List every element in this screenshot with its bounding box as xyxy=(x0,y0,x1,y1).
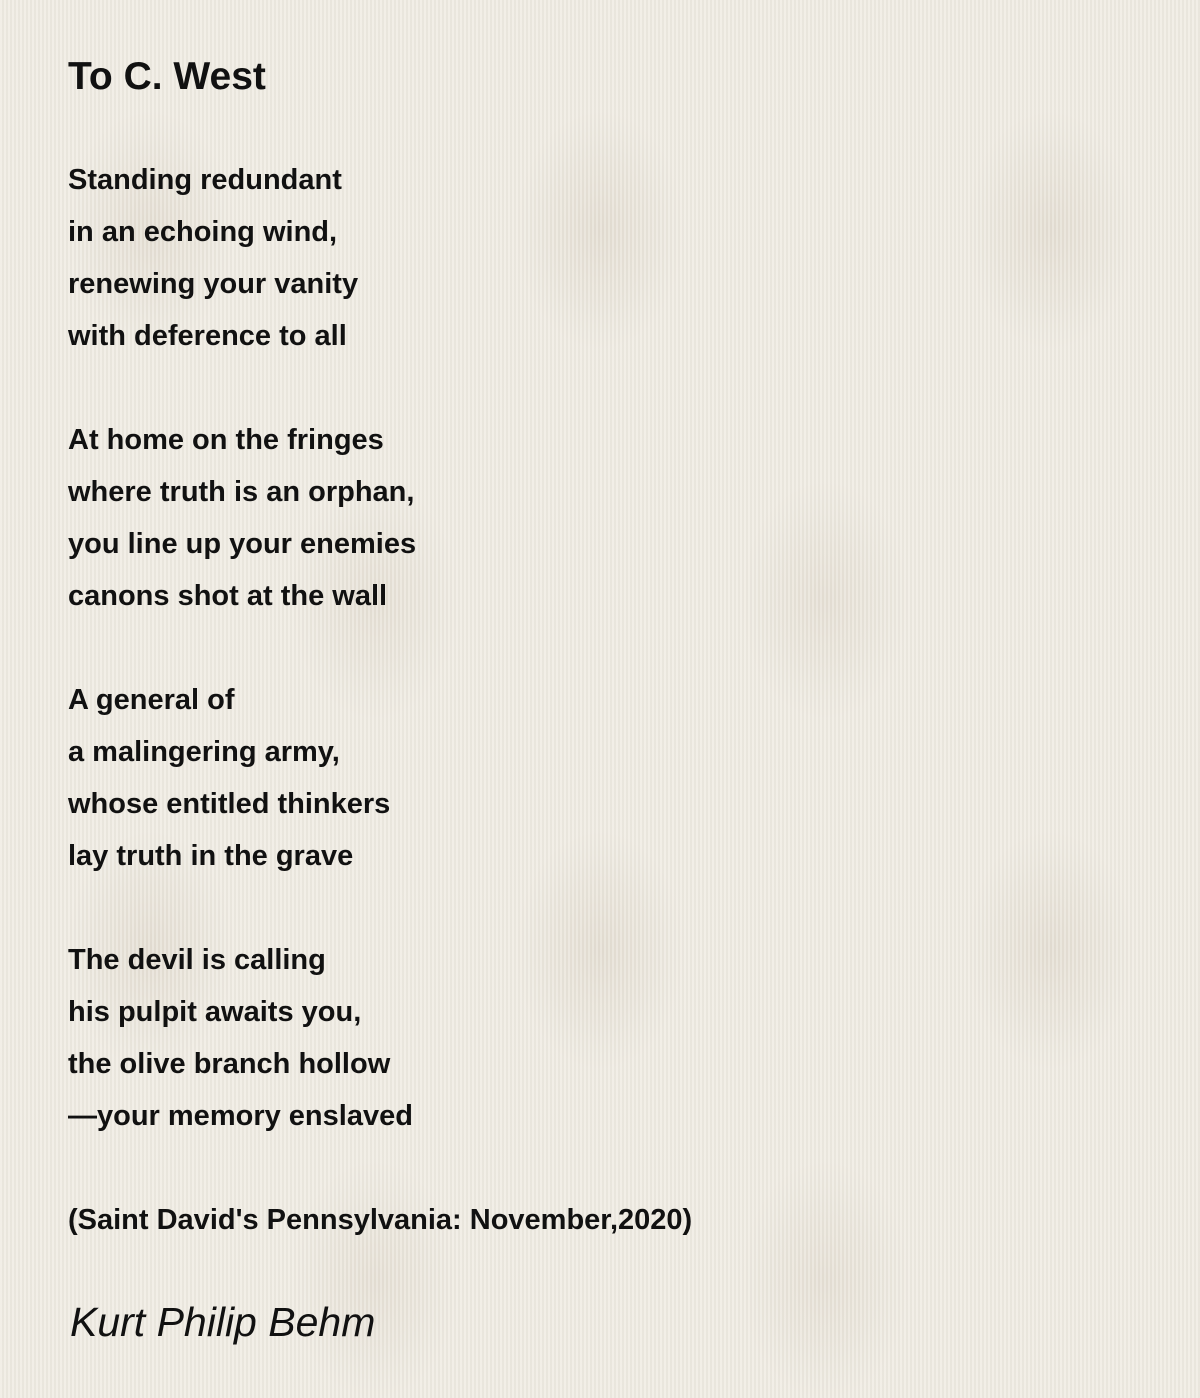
poem-line: canons shot at the wall xyxy=(68,580,388,612)
poem-body xyxy=(68,154,692,1246)
poem-line: where truth is an orphan, xyxy=(68,476,415,508)
poem-line: renewing your vanity xyxy=(68,268,359,300)
poem-line: —your memory enslaved xyxy=(68,1100,413,1132)
poem-note: (Saint David's Pennsylvania: November,2020) xyxy=(68,1204,693,1236)
poem-line: in an echoing wind, xyxy=(68,216,338,248)
poem-line: the olive branch hollow xyxy=(68,1048,391,1080)
poem-line: a malingering army, xyxy=(68,736,340,768)
poem-line: The devil is calling xyxy=(68,944,326,976)
poem-line: At home on the fringes xyxy=(68,424,384,456)
poem-author: Kurt Philip Behm xyxy=(70,1299,376,1345)
stanza-4 xyxy=(68,934,692,1142)
poem-line: Standing redundant xyxy=(68,164,342,196)
poem-line: lay truth in the grave xyxy=(68,840,354,872)
stanza-3 xyxy=(68,674,692,882)
poem-line: A general of xyxy=(68,684,235,716)
stanza-2 xyxy=(68,414,692,622)
poem-line: you line up your enemies xyxy=(68,528,417,560)
stanza-1 xyxy=(68,154,692,362)
poem-title: To C. West xyxy=(68,55,266,98)
poem-line: whose entitled thinkers xyxy=(68,788,391,820)
poem-line: his pulpit awaits you, xyxy=(68,996,362,1028)
poem-line: with deference to all xyxy=(68,320,347,352)
